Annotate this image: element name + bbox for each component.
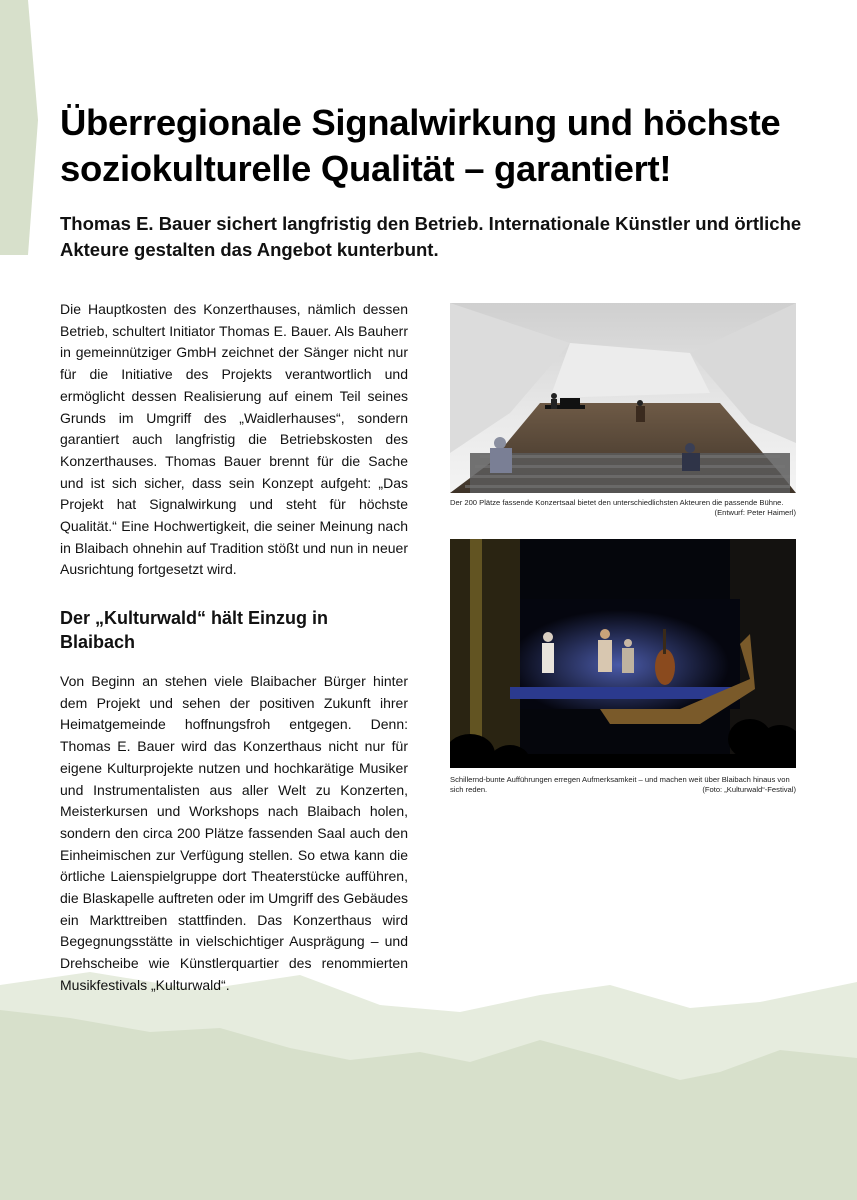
body-paragraph-2: Von Beginn an stehen viele Blaibacher Bürger hinter dem Projekt und sehen der positiven Zukunft ihrer Heimatgemeinde hoffnungsfroh entgegen. Denn: Thomas E. Bauer wird das Konzerthaus nicht nur für eigene Kulturprojekte nutzen und hochkarätige Musiker und Instrumentalisten aus aller Welt zu Konzerten, Meisterkursen und Workshops nach Blaibach holen, sondern den circa 200 Plätze fassenden Saal auch den Einheimischen zur Verfügung stellen. So etwa kann die örtliche Laienspielgruppe dort Theaterstücke aufführen, die Blaskapelle auftreten oder im Umgriff des Gebäudes ein Markttreiben stattfinden. Das Konzerthaus wird Begegnungsstätte in vielschichtiger Ausprägung – und Drehscheibe wie Künstlerquartier des renommierten Musikfestivals „Kulturwald“. bbox=[60, 673, 408, 993]
body-paragraph-1: Die Hauptkosten des Konzerthauses, nämlich dessen Betrieb, schultert Initiator Thomas E. Bauer. Als Bauherr in gemeinnütziger GmbH zeichnet der Sänger nicht nur für die Initiative des Projekts verantwortlich und ermöglicht dessen Realisierung auf einem Teil seines Grunds im Umgriff des „Waidlerhauses“, sondern garantiert auch langfristig die Betriebskosten des Konzerthauses. Thomas Bauer brennt für die Sache und ist sich sicher, dass sein Konzept aufgeht: „Das Projekt hat Signalwirkung und steht für höchste Qualität.“ Eine Hochwertigkeit, die seiner Meinung nach in Blaibach ohnehin auf Tradition stößt und nun in neuer Ausrichtung fortgesetzt wird. bbox=[60, 301, 408, 578]
figure-2-caption bbox=[450, 775, 796, 796]
section-heading: Der „Kulturwald“ hält Einzug in Blaibach bbox=[60, 608, 329, 652]
figure-1-caption-text: Der 200 Plätze fassende Konzertsaal bietet den unterschiedlichsten Akteuren die passende Bühne. bbox=[450, 498, 784, 507]
figure-2-credit: (Foto: „Kulturwald“-Festival) bbox=[702, 785, 796, 795]
figure-2-caption-text: Schillernd-bunte Aufführungen erregen Aufmerksamkeit – und machen weit über Blaibach hinaus von sich reden. bbox=[450, 775, 790, 795]
figure-1-credit: (Entwurf: Peter Haimerl) bbox=[714, 508, 796, 518]
festival-performance-photo bbox=[450, 539, 796, 768]
left-shape bbox=[0, 0, 38, 255]
subheadline: Thomas E. Bauer sichert langfristig den Betrieb. Internationale Künstler und örtliche Akteure gestalten das Angebot kunterbunt. bbox=[60, 213, 802, 260]
figure-1-caption bbox=[450, 498, 796, 519]
headline: Überregionale Signalwirkung und höchste soziokulturelle Qualität – garantiert! bbox=[60, 102, 781, 189]
concert-hall-rendering bbox=[450, 303, 796, 493]
